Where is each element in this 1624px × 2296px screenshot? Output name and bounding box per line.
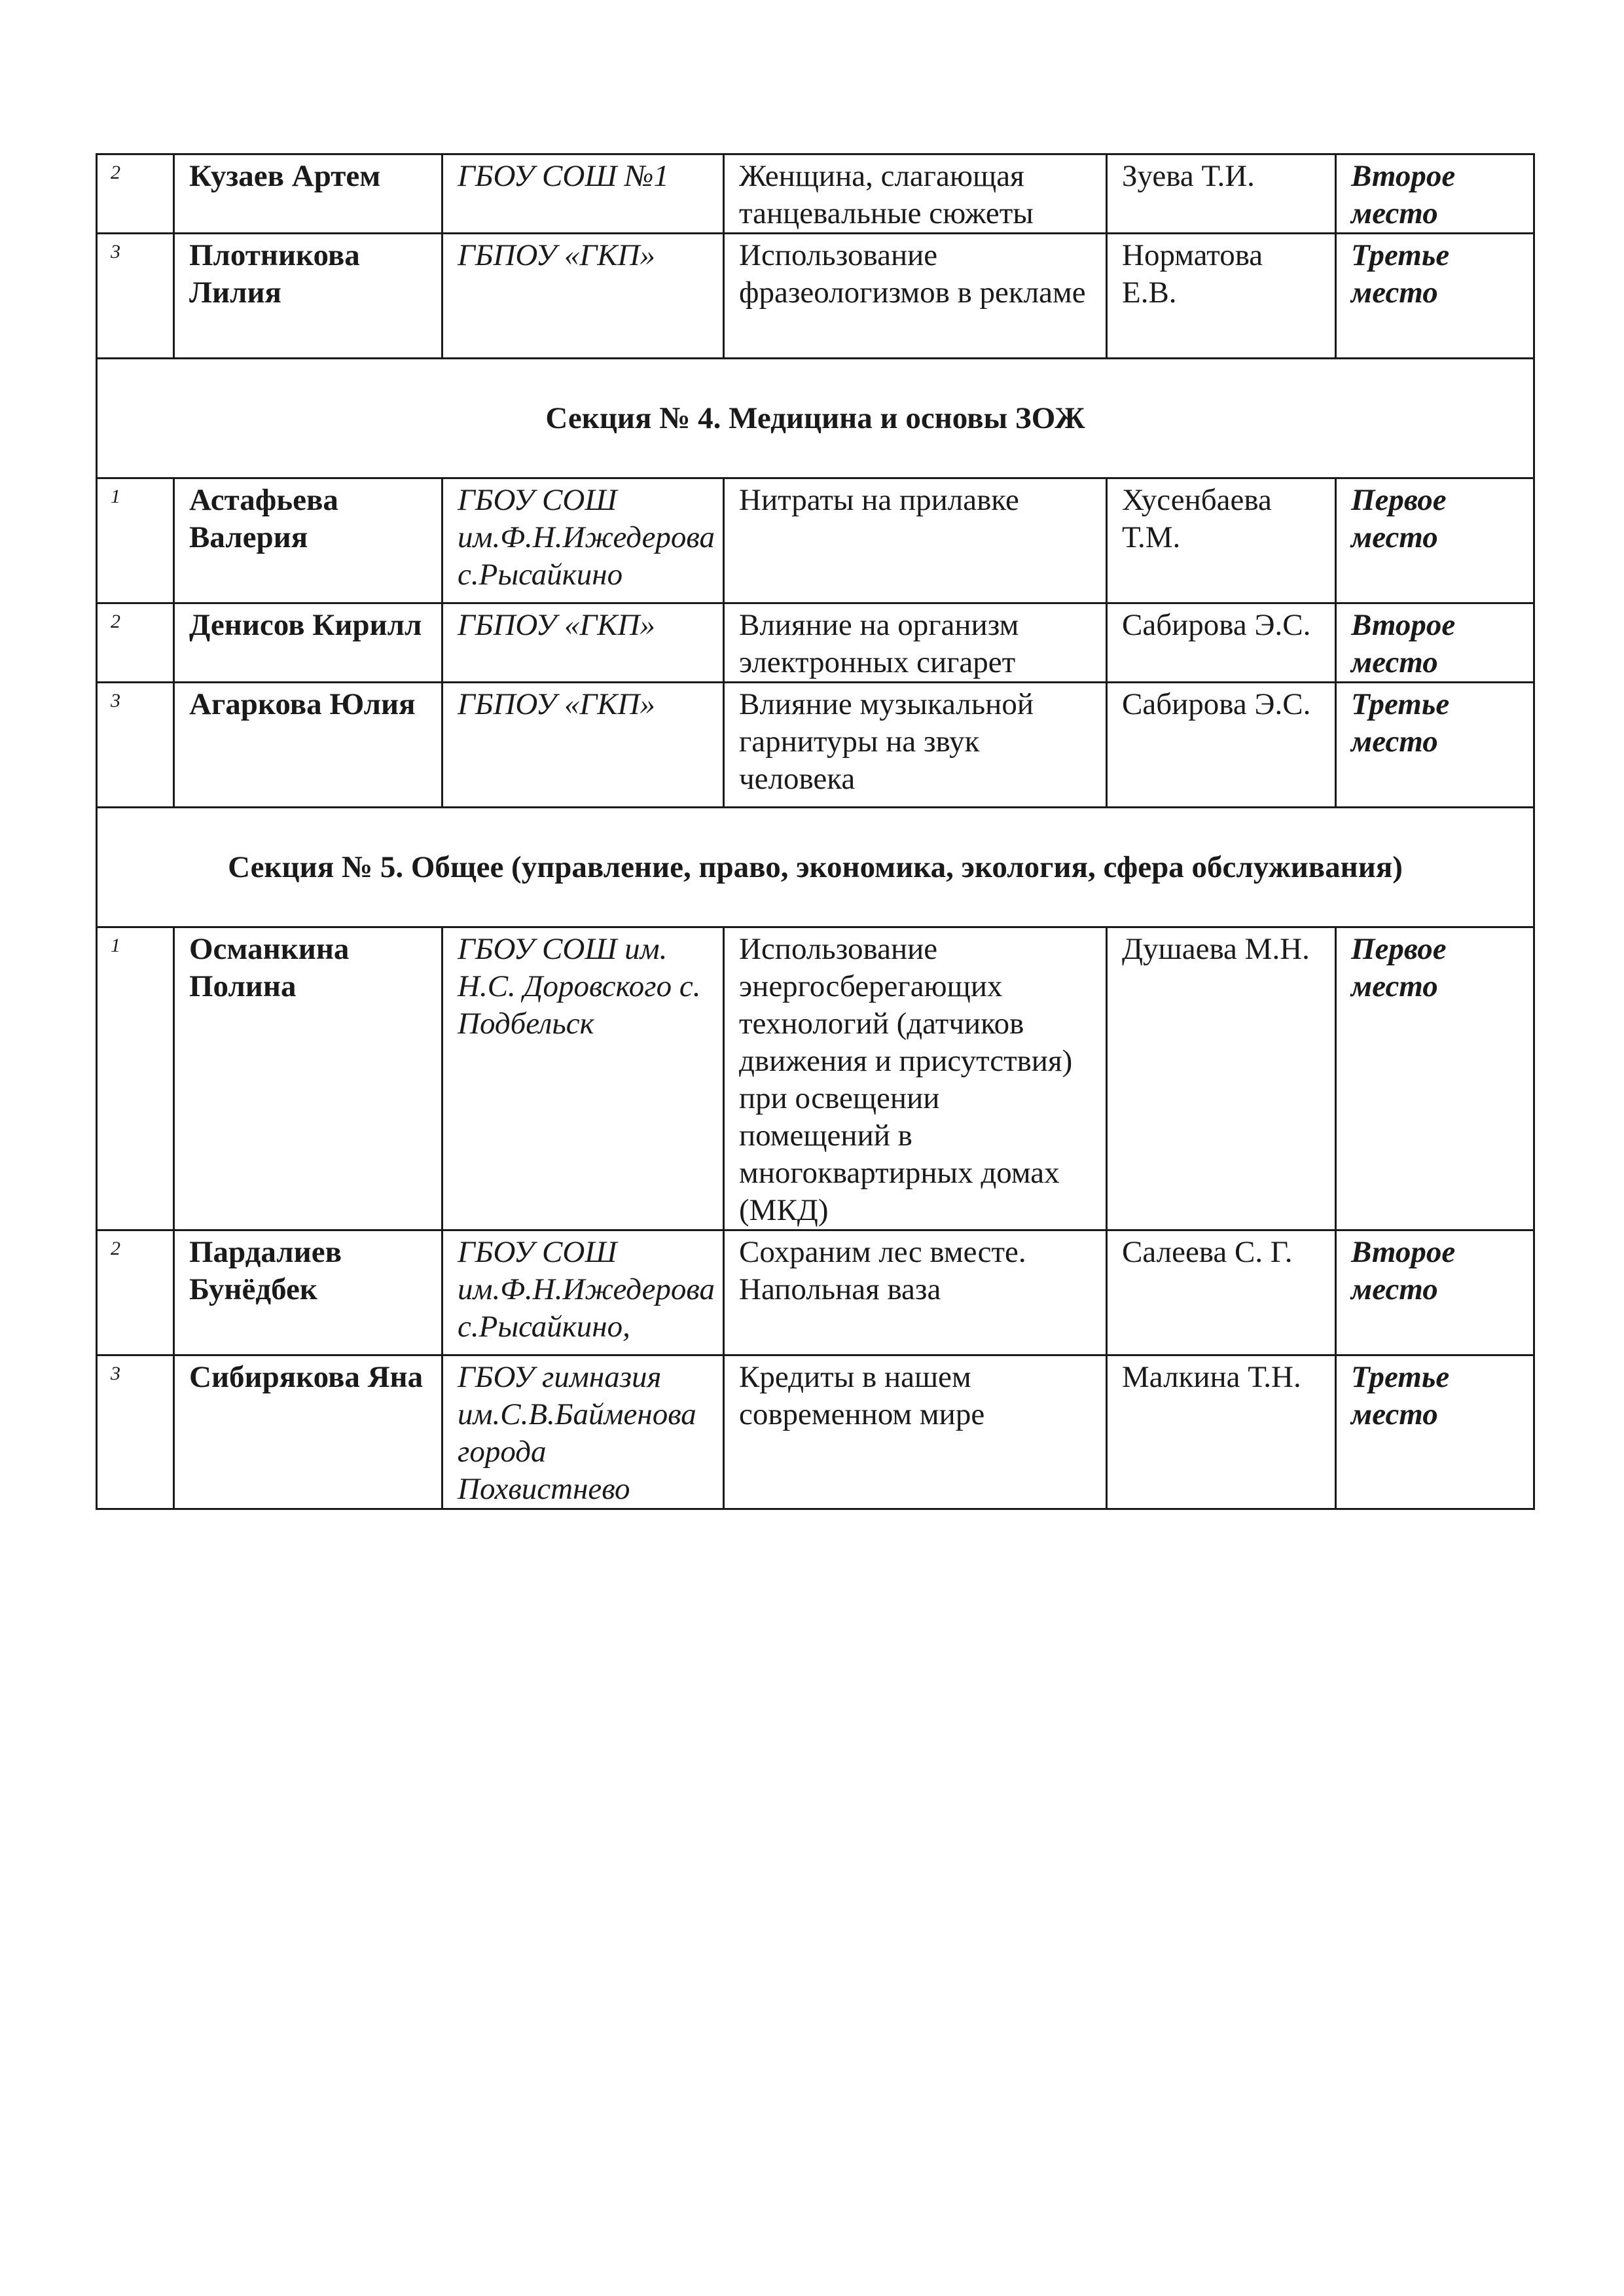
participant-name-cell: Османкина Полина (174, 927, 442, 1230)
table-row (97, 683, 1534, 808)
row-number-cell: 3 (97, 1355, 174, 1509)
topic-cell: Кредиты в нашем современном мире (724, 1355, 1107, 1509)
participant-name-cell: Сибирякова Яна (174, 1355, 442, 1509)
participant-name-cell: Денисов Кирилл (174, 603, 442, 683)
participant-name-cell: Пардалиев Бунёдбек (174, 1230, 442, 1355)
topic-cell: Влияние на организм электронных сигарет (724, 603, 1107, 683)
school-cell: ГБОУ СОШ им.Ф.Н.Ижедерова с.Рысайкино (442, 478, 724, 603)
row-number-cell: 2 (97, 603, 174, 683)
row-number-cell: 3 (97, 683, 174, 808)
place-cell: Первое место (1336, 927, 1534, 1230)
participant-name-cell: Кузаев Артем (174, 154, 442, 234)
table-row (97, 154, 1534, 234)
table-row (97, 1355, 1534, 1509)
place-cell: Первое место (1336, 478, 1534, 603)
place-cell: Второе место (1336, 154, 1534, 234)
table-row (97, 234, 1534, 359)
section-header-cell (97, 359, 1534, 478)
school-cell: ГБОУ СОШ им.Ф.Н.Ижедерова с.Рысайкино, (442, 1230, 724, 1355)
participant-name-cell: Плотникова Лилия (174, 234, 442, 359)
results-table (96, 153, 1535, 1510)
school-cell: ГБОУ СОШ №1 (442, 154, 724, 234)
school-cell: ГБПОУ «ГКП» (442, 234, 724, 359)
teacher-cell: Малкина Т.Н. (1107, 1355, 1336, 1509)
school-cell: ГБПОУ «ГКП» (442, 683, 724, 808)
row-number-cell: 2 (97, 1230, 174, 1355)
school-cell: ГБОУ гимназия им.С.В.Байменова города Похвистнево (442, 1355, 724, 1509)
topic-cell: Сохраним лес вместе. Напольная ваза (724, 1230, 1107, 1355)
participant-name-cell: Агаркова Юлия (174, 683, 442, 808)
teacher-cell: Салеева С. Г. (1107, 1230, 1336, 1355)
topic-cell: Использование фразеологизмов в рекламе (724, 234, 1107, 359)
section-header-row (97, 808, 1534, 927)
school-cell: ГБОУ СОШ им. Н.С. Доровского с. Подбельск (442, 927, 724, 1230)
row-number-cell: 3 (97, 234, 174, 359)
row-number-cell: 1 (97, 478, 174, 603)
topic-cell: Использование энергосберегающих технологий (датчиков движения и присутствия) при освещении помещений в многоквартирных домах (МКД) (724, 927, 1107, 1230)
place-cell: Второе место (1336, 1230, 1534, 1355)
section-title: Секция № 4. Медицина и основы ЗОЖ (545, 401, 1085, 435)
teacher-cell: Сабирова Э.С. (1107, 683, 1336, 808)
section-header-row (97, 359, 1534, 478)
place-cell: Третье место (1336, 234, 1534, 359)
teacher-cell: Душаева М.Н. (1107, 927, 1336, 1230)
row-number-cell: 2 (97, 154, 174, 234)
section-header-cell (97, 808, 1534, 927)
table-row (97, 603, 1534, 683)
teacher-cell: Зуева Т.И. (1107, 154, 1336, 234)
participant-name-cell: Астафьева Валерия (174, 478, 442, 603)
place-cell: Третье место (1336, 683, 1534, 808)
section-title: Секция № 5. Общее (управление, право, экономика, экология, сфера обслуживания) (228, 850, 1403, 884)
school-cell: ГБПОУ «ГКП» (442, 603, 724, 683)
row-number-cell: 1 (97, 927, 174, 1230)
teacher-cell: Хусенбаева Т.М. (1107, 478, 1336, 603)
topic-cell: Нитраты на прилавке (724, 478, 1107, 603)
table-row (97, 478, 1534, 603)
table-row (97, 927, 1534, 1230)
teacher-cell: Норматова Е.В. (1107, 234, 1336, 359)
topic-cell: Влияние музыкальной гарнитуры на звук человека (724, 683, 1107, 808)
topic-cell: Женщина, слагающая танцевальные сюжеты (724, 154, 1107, 234)
table-row (97, 1230, 1534, 1355)
place-cell: Второе место (1336, 603, 1534, 683)
teacher-cell: Сабирова Э.С. (1107, 603, 1336, 683)
place-cell: Третье место (1336, 1355, 1534, 1509)
